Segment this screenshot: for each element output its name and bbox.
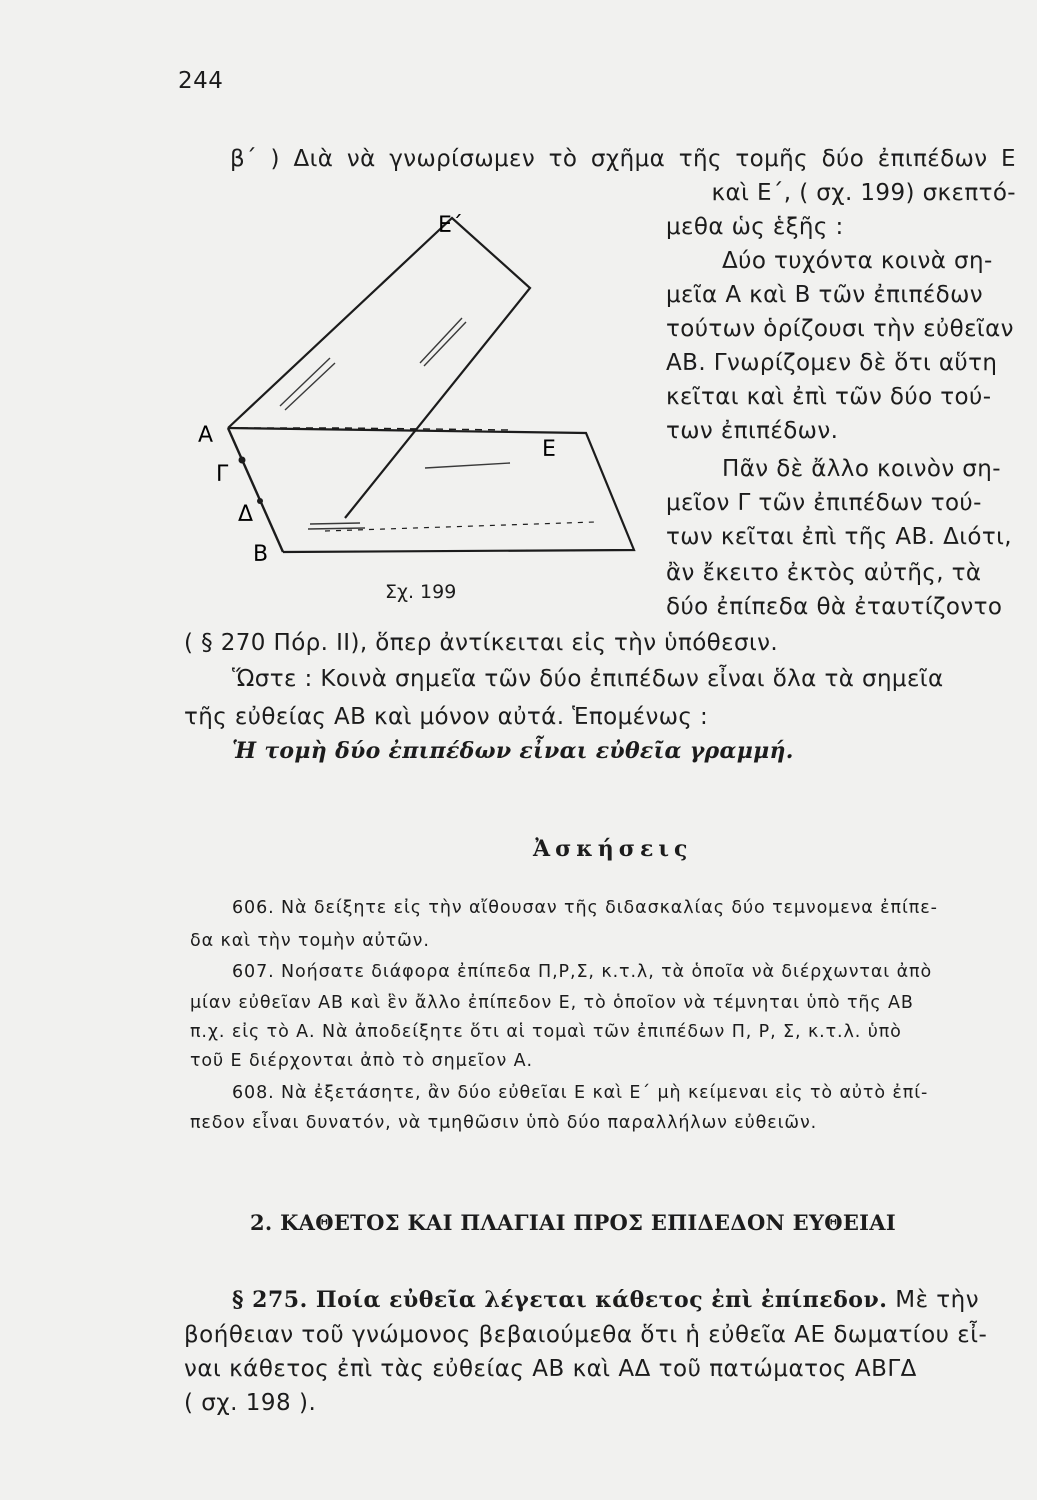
plane-shading-hatch xyxy=(280,318,510,529)
intro-line-1: β΄ ) Διὰ νὰ γνωρίσωμεν τὸ σχῆμα τῆς τομῆς δύο ἐπιπέδων Ε xyxy=(230,146,1016,172)
conclusion-statement: Ἡ τομὴ δύο ἐπιπέδων εἶναι εὐθεῖα γραμμή. xyxy=(232,738,794,764)
right-column-line: ΑΒ. Γνωρίζομεν δὲ ὅτι αὕτη xyxy=(666,350,998,376)
right-column-line: ἂν ἔκειτο ἐκτὸς αὐτῆς, τὰ xyxy=(666,560,982,586)
continuation-line: Ὥστε : Κοινὰ σημεῖα τῶν δύο ἐπιπέδων εἶναι ὅλα τὰ σημεῖα xyxy=(232,666,944,692)
intro-line-2: καὶ Ε΄, ( σχ. 199) σκεπτό- xyxy=(711,180,1016,206)
exercise-line: π.χ. εἰς τὸ Α. Νὰ ἀποδείξητε ὅτι αἱ τομαὶ τῶν ἐπιπέδων Π, Ρ, Σ, κ.τ.λ. ὑπὸ xyxy=(190,1022,902,1042)
intro-line-3: μεθα ὡς ἑξῆς : xyxy=(666,214,844,240)
label-e-prime: Ε΄ xyxy=(438,213,463,238)
right-column-line: των ἐπιπέδων. xyxy=(666,418,839,444)
plane-e xyxy=(228,428,634,552)
label-b: Β xyxy=(253,542,269,567)
exercise-line: μίαν εὐθεῖαν ΑΒ καὶ ἓν ἄλλο ἐπίπεδον Ε, τὸ ὁποῖον νὰ τέμνηται ὑπὸ τῆς ΑΒ xyxy=(190,993,914,1013)
section-275-first-line xyxy=(232,1283,979,1317)
right-column-line: Δύο τυχόντα κοινὰ ση- xyxy=(722,248,993,274)
right-column-line: των κεῖται ἐπὶ τῆς ΑΒ. Διότι, xyxy=(666,524,1013,550)
intersection-line-ab xyxy=(228,428,283,552)
section-title: 2. ΚΑΘΕΤΟΣ ΚΑΙ ΠΛΑΓΙΑΙ ΠΡΟΣ ΕΠΙΔΕΔΟΝ ΕΥΘΕΙΑΙ xyxy=(250,1210,896,1235)
right-column-line: μεῖα Α καὶ Β τῶν ἐπιπέδων xyxy=(666,282,984,308)
exercise-line: δα καὶ τὴν τομὴν αὐτῶν. xyxy=(190,931,430,951)
label-delta: Δ xyxy=(238,502,254,527)
section-275-line1-rest: Μὲ τὴν xyxy=(895,1287,980,1313)
continuation-line: ( § 270 Πόρ. ΙΙ), ὅπερ ἀντίκειται εἰς τὴν ὑπόθεσιν. xyxy=(184,630,779,656)
section-275-line: ναι κάθετος ἐπὶ τὰς εὐθείας ΑΒ καὶ ΑΔ τοῦ πατώματος ΑΒΓΔ xyxy=(184,1356,917,1382)
right-column-line: τούτων ὁρίζουσι τὴν εὐθεῖαν xyxy=(666,316,1014,342)
figure-caption: Σχ. 199 xyxy=(385,581,457,603)
plane-e-prime xyxy=(228,218,530,518)
point-delta-marker xyxy=(257,498,263,504)
right-column-line: Πᾶν δὲ ἄλλο κοινὸν ση- xyxy=(722,456,1001,482)
label-e: Ε xyxy=(542,437,556,462)
exercise-line: 607. Νοήσατε διάφορα ἐπίπεδα Π,Ρ,Σ, κ.τ.λ, τὰ ὁποῖα νὰ διέρχωνται ἀπὸ xyxy=(232,962,933,982)
right-column-line: κεῖται καὶ ἐπὶ τῶν δύο τού- xyxy=(666,384,992,410)
right-column-line: δύο ἐπίπεδα θὰ ἐταυτίζοντο xyxy=(666,594,1003,620)
figure-199-diagram xyxy=(190,198,650,578)
hidden-edge-dashed xyxy=(325,522,595,531)
section-275-heading: § 275. Ποία εὐθεῖα λέγεται κάθετος ἐπὶ ἐπίπεδον. xyxy=(232,1287,888,1313)
label-gamma: Γ xyxy=(216,462,229,487)
exercise-line: 608. Νὰ ἐξετάσητε, ἂν δύο εὐθεῖαι Ε καὶ Ε΄ μὴ κείμεναι εἰς τὸ αὐτὸ ἐπί- xyxy=(232,1083,929,1103)
label-a: Α xyxy=(198,423,214,448)
exercise-line: 606. Νὰ δείξητε εἰς τὴν αἴθουσαν τῆς διδασκαλίας δύο τεμνομενα ἐπίπε- xyxy=(232,898,938,918)
exercise-line: πεδον εἶναι δυνατόν, νὰ τμηθῶσιν ὑπὸ δύο παραλλήλων εὐθειῶν. xyxy=(190,1113,818,1133)
exercise-line: τοῦ Ε διέρχονται ἀπὸ τὸ σημεῖον Α. xyxy=(190,1051,533,1071)
section-275-line: βοήθειαν τοῦ γνώμονος βεβαιούμεθα ὅτι ἡ εὐθεῖα ΑΕ δωματίου εἶ- xyxy=(184,1322,988,1348)
continuation-line: τῆς εὐθείας ΑΒ καὶ μόνον αὐτά. Ἑπομένως : xyxy=(184,704,709,730)
section-275-line: ( σχ. 198 ). xyxy=(184,1390,317,1416)
right-column-line: μεῖον Γ τῶν ἐπιπέδων τού- xyxy=(666,490,982,516)
page-number: 244 xyxy=(178,68,224,94)
exercises-heading: Ἀσκήσεις xyxy=(533,836,693,862)
point-gamma-marker xyxy=(239,457,246,464)
